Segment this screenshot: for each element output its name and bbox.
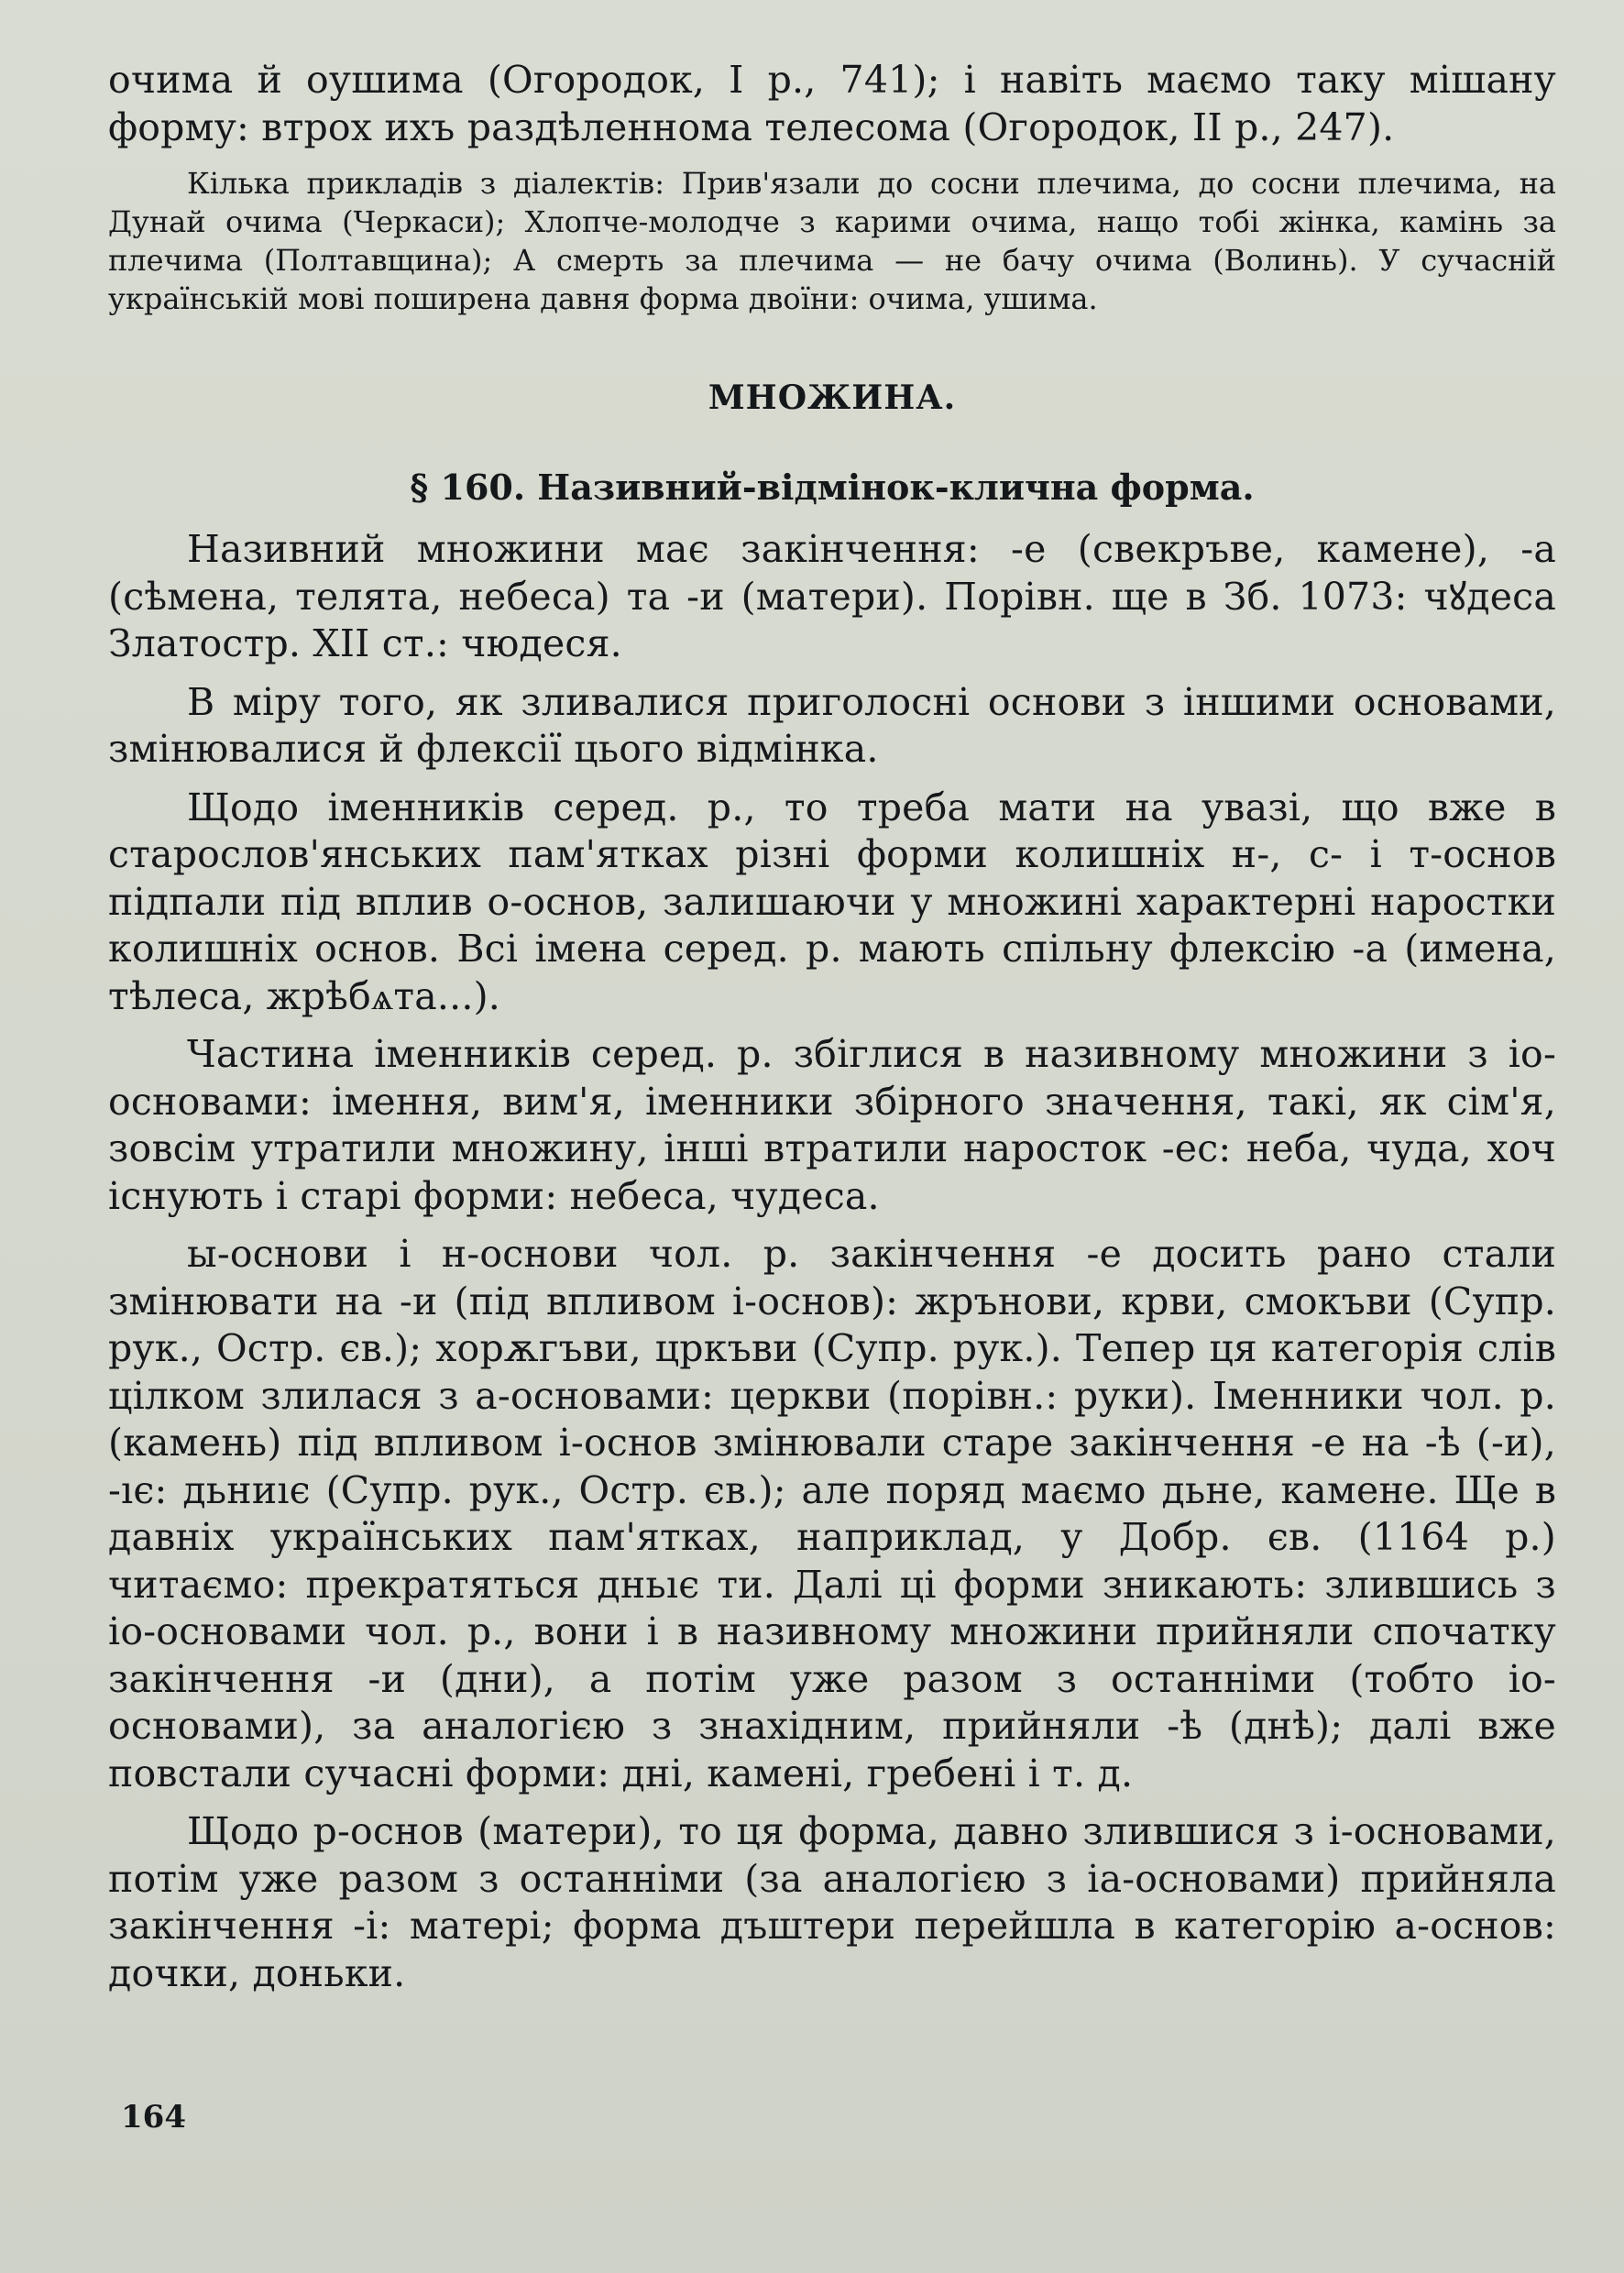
dialect-examples-paragraph: Кілька прикладів з діалектів: Прив'язали до сосни плечима, до сосни плечима, на Дунай очима (Черкаси); Хлопче-молодче з карими очима, нащо тобі жінка, камінь за плечима (Полтавщина); А смерть за плечима — не бачу очима (Волинь). У сучасній українській мові поширена давня форма двоїни: очима, ушима. xyxy=(108,166,1556,316)
section-heading-plural: МНОЖИНА. xyxy=(708,379,957,417)
page-content xyxy=(108,57,1556,1997)
paragraph: Щодо р-основ (матери), то ця форма, давно злившися з і-основами, потім уже разом з останніми (за аналогією з іа-основами) прийняла закінчення -і: матері; форма дъштери перейшла в категорію а-основ: дочки, доньки. xyxy=(108,1809,1556,1995)
paragraph: В міру того, як зливалися приголосні основи з іншими основами, змінювалися й флексії цього відмінка. xyxy=(108,679,1556,771)
paragraph: ы-основи і н-основи чол. р. закінчення -е досить рано стали змінювати на -и (під впливом і-основ): жрънови, крви, смокъви (Супр. рук., Остр. єв.); хорѫгъви, цркъви (Супр. рук.). Тепер ця категорія слів цілком злилася з а-основами: церкви (порівн.: руки). Іменники чол. р. (камень) під впливом і-основ змінювали старе закінчення -е на -ѣ (-и), -ıє: дьниıє (Супр. рук., Остр. єв.); але поряд маємо дьне, камене. Ще в давніх українських пам'ятках, наприклад, у Добр. єв. (1164 р.) читаємо: прекратяться дньıє ти. Далі ці форми зникають: злившись з іо-основами чол. р., вони і в називному множини прийняли спочатку закінчення -и (дни), а потім уже разом з останніми (тобто іо-основами), за аналогією з знахідним, прийняли -ѣ (днѣ); далі вже повстали сучасні форми: дні, камені, гребені і т. д. xyxy=(108,1232,1556,1795)
paragraph: Щодо іменників серед. р., то треба мати на увазі, що вже в старослов'янських пам'ятках різні форми колишніх н-, с- і т-основ підпали під вплив о-основ, залишаючи у множині характерні наростки колишніх основ. Всі імена серед. р. мають спільну флексію -а (имена, тѣлеса, жрѣбѧта...). xyxy=(108,785,1556,1018)
page-number: 164 xyxy=(121,2099,186,2136)
paragraph-top: очима й оушима (Огородок, I р., 741); і навіть маємо таку мішану форму: втрох ихъ раздѣленнома телесома (Огородок, II р., 247). xyxy=(108,58,1556,149)
section-title: § 160. Називний-відмінок-клична форма. xyxy=(410,467,1255,508)
paragraph: Частина іменників серед. р. збіглися в називному множини з іо-основами: імення, вим'я, іменники збірного значення, такі, як сім'я, зовсім утратили множину, інші втратили наросток -ес: неба, чуда, хоч існують і старі форми: небеса, чудеса. xyxy=(108,1032,1556,1218)
paragraph: Називний множини має закінчення: -е (свекръве, камене), -а (сѣмена, телята, небеса) та -и (матери). Порівн. ще в Зб. 1073: чꙋдеса Златостр. XII ст.: чюдеся. xyxy=(108,527,1556,665)
